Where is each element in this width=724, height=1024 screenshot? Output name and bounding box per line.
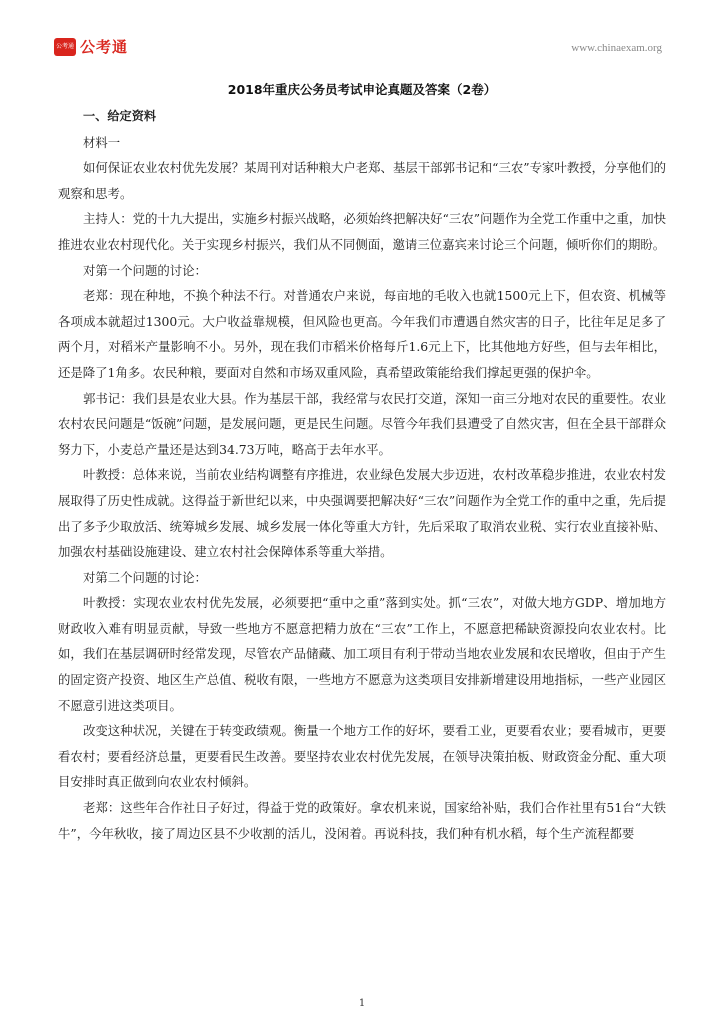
paragraph: 叶教授：实现农业农村优先发展，必须要把“重中之重”落到实处。抓“三农”，对做大地方GDP、增加地方财政收入难有明显贡献，导致一些地方不愿意把精力放在“三农”工作上，不愿意把稀缺资源投向农业农村。比如，我们在基层调研时经常发现，尽管农产品储藏、加工项目有利于带动当地农业发展和农民增收，但由于产生的固定资产投资、地区生产总值、税收有限，一些地方不愿意为这类项目安排新增建设用地指标，一些产业园区不愿意引进这类项目。: [58, 595, 666, 713]
site-url[interactable]: www.chinaexam.org: [571, 42, 662, 54]
material-label: 材料一: [83, 134, 121, 150]
logo-text: 公考通: [80, 38, 129, 56]
paragraph: 叶教授：总体来说，当前农业结构调整有序推进，农业绿色发展大步迈进，农村改革稳步推进，农业农村发展取得了历史性成就。这得益于新世纪以来，中央强调要把解决好“三农”问题作为全党工作的重中之重，先后提出了多予少取放活、统筹城乡发展、城乡发展一体化等重大方针，先后采取了取消农业税、实行农业直接补贴、加强农村基础设施建设、建立农村社会保障体系等重大举措。: [58, 467, 666, 560]
document-body: [58, 104, 666, 846]
paragraph: 如何保证农业农村优先发展？某周刊对话种粮大户老郑、基层干部郭书记和“三农”专家叶教授，分享他们的观察和思考。: [58, 160, 666, 201]
page-header: [54, 36, 662, 60]
paragraph: 老郑：现在种地，不换个种法不行。对普通农户来说，每亩地的毛收入也就1500元上下，但农资、机械等各项成本就超过1300元。大户收益靠规模，但风险也更高。今年我们市遭遇自然灾害的日子，比往年足足多了两个月，对稻米产量影响不小。另外，现在我们市稻米价格每斤1.6元上下，比其他地方好些，但与去年相比，还是降了1角多。农民种粮，要面对自然和市场双重风险，真希望政策能给我们撑起更强的保护伞。: [58, 288, 666, 380]
paragraph: 主持人：党的十九大提出，实施乡村振兴战略，必须始终把解决好“三农”问题作为全党工作重中之重，加快推进农业农村现代化。关于实现乡村振兴，我们从不同侧面，邀请三位嘉宾来讨论三个问题，倾听你们的期盼。: [58, 211, 666, 252]
page-number: 1: [358, 998, 366, 1009]
paragraph: 郭书记：我们县是农业大县。作为基层干部，我经常与农民打交道，深知一亩三分地对农民的重要性。农业农村农民问题是“饭碗”问题，是发展问题，更是民生问题。尽管今年我们县遭受了自然灾害，但在全县干部群众努力下，小麦总产量还是达到34.73万吨，略高于去年水平。: [58, 390, 666, 457]
logo-badge-icon: 公考通: [54, 38, 76, 56]
paragraph: 老郑：这些年合作社日子好过，得益于党的政策好。拿农机来说，国家给补贴，我们合作社里有51台“大铁牛”，今年秋收，接了周边区县不少收割的活儿，没闲着。再说科技，我们种有机水稻，每个生产流程都要: [58, 800, 666, 841]
paragraph: 改变这种状况，关键在于转变政绩观。衡量一个地方工作的好坏，要看工业，更要看农业；要看城市，更要看农村；要看经济总量，更要看民生改善。要坚持农业农村优先发展，在领导决策拍板、财政资金分配、重大项目安排时真正做到向农业农村倾斜。: [58, 723, 666, 790]
brand-logo[interactable]: [54, 36, 128, 57]
discussion-heading: 对第二个问题的讨论：: [83, 569, 207, 585]
document-title: 2018年重庆公务员考试申论真题及答案（2卷）: [227, 82, 497, 97]
section-heading: 一、给定资料: [83, 109, 157, 123]
discussion-heading: 对第一个问题的讨论：: [83, 262, 207, 278]
